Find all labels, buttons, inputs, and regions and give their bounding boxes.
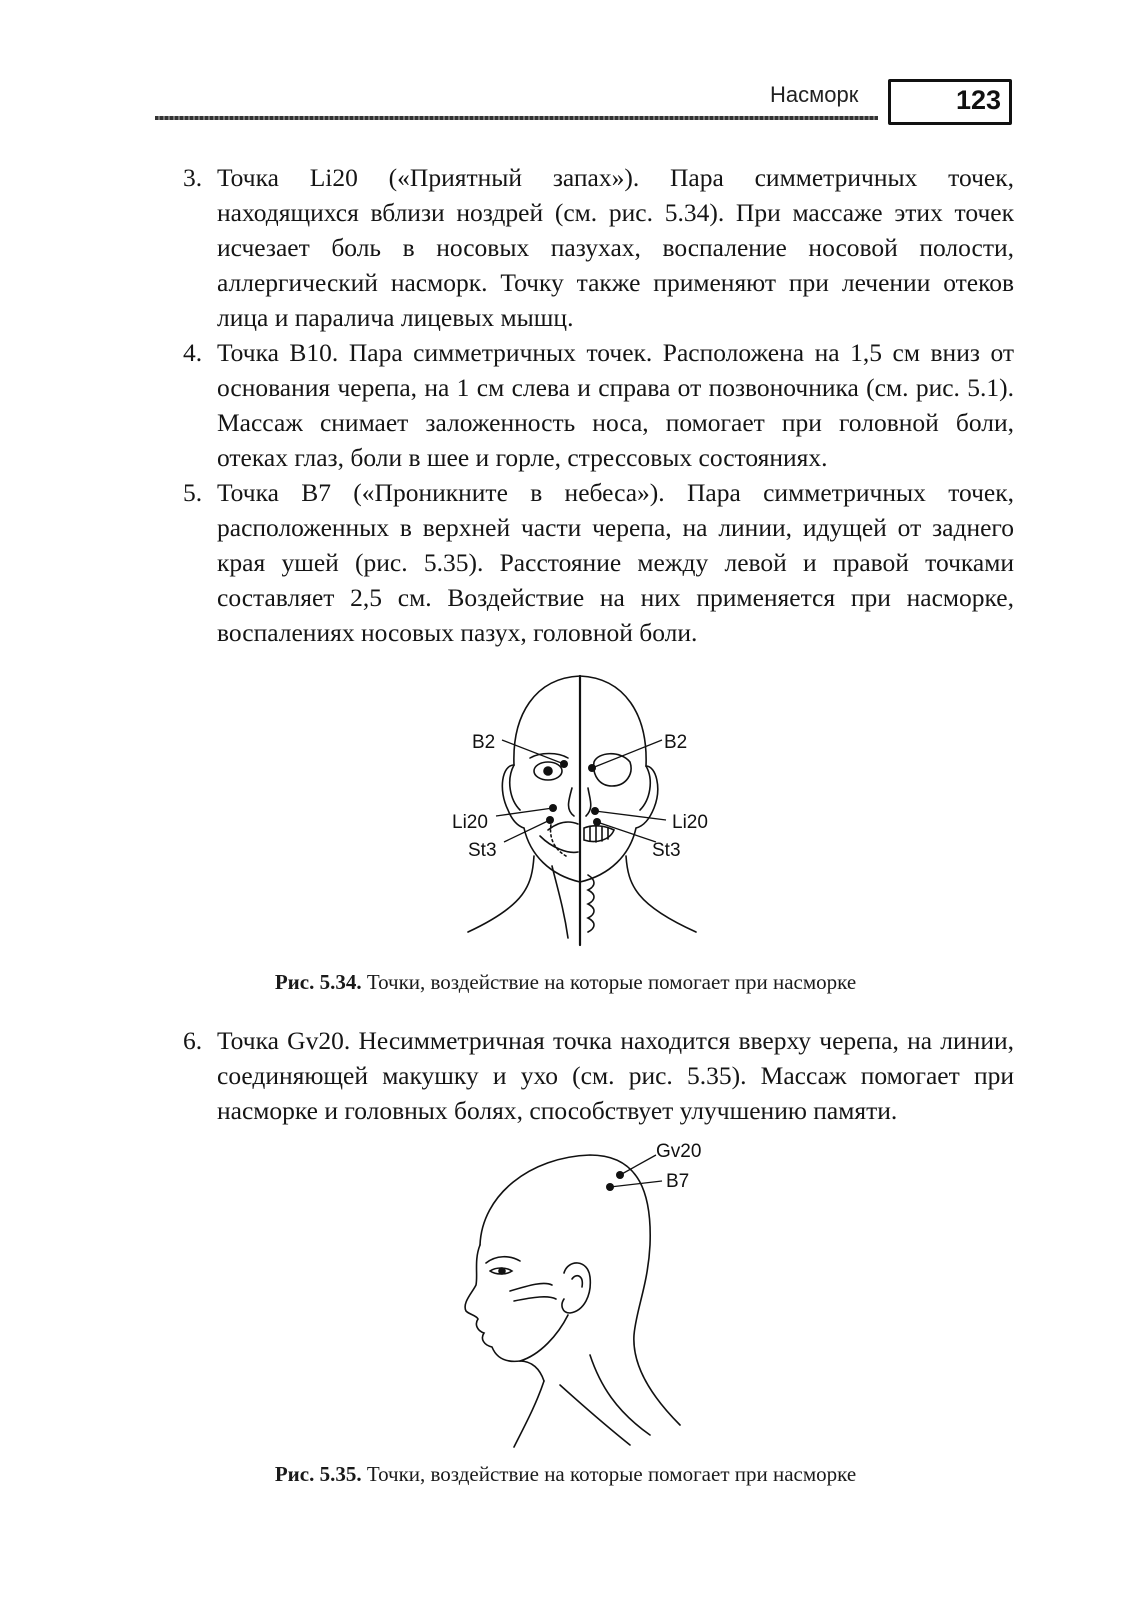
list-item-text: Точка Li20 («Приятный запах»). Пара симметричных точек, находящихся вблизи ноздрей (см. рис. 5.34). При массаже этих точек исчезает боль в носовых пазухах, воспаление носовой полости, аллергический насморк. Точку также применяют при лечении отеков лица и паралича лицевых мышц. — [217, 163, 1014, 332]
figure-caption-535 — [0, 1462, 1131, 1487]
label-st3-left: St3 — [468, 840, 497, 861]
list-item — [0, 475, 1131, 650]
caption-label: Рис. 5.34. — [274, 970, 362, 994]
list-item-number: 5. — [183, 478, 203, 507]
label-b2-left: B2 — [472, 732, 496, 753]
list-item — [0, 160, 1131, 335]
label-li20-left: Li20 — [452, 812, 488, 833]
label-st3-right: St3 — [652, 840, 681, 861]
page-number-box — [888, 79, 1012, 125]
page-number: 123 — [955, 85, 1001, 115]
list-item — [0, 1023, 1131, 1128]
list-item-number: 3. — [183, 163, 203, 192]
list-item-text: Точка B7 («Проникните в небеса»). Пара симметричных точек, расположенных в верхней части черепа, на линии, идущей от заднего края ушей (рис. 5.35). Расстояние между левой и правой точками составляет 2,5 см. Воздействие на них применяется при насморке, воспалениях носовых пазух, головной боли. — [217, 478, 1014, 647]
label-li20-right: Li20 — [672, 812, 708, 833]
figure-caption-534 — [0, 970, 1131, 995]
caption-text: Точки, воздействие на которые помогает при насморке — [366, 1462, 857, 1486]
list-item-number: 6. — [183, 1026, 203, 1055]
list-item-text: Точка B10. Пара симметричных точек. Расположена на 1,5 см вниз от основания черепа, на 1 см слева и справа от позвоночника (см. рис. 5.1). Массаж снимает заложенность носа, помогает при головной боли, отеках глаз, боли в шее и горле, стрессовых состояниях. — [217, 338, 1014, 472]
label-b7: B7 — [666, 1171, 690, 1192]
section-title: Насморк — [770, 82, 859, 107]
list-item — [0, 335, 1131, 475]
caption-label: Рис. 5.35. — [274, 1462, 362, 1486]
caption-text: Точки, воздействие на которые помогает при насморке — [366, 970, 857, 994]
list-item-text: Точка Gv20. Несимметричная точка находится вверху черепа, на линии, соединяющей макушку и ухо (см. рис. 5.35). Массаж помогает при насморке и головных болях, способствует улучшению памяти. — [217, 1026, 1014, 1125]
list-item-number: 4. — [183, 338, 203, 367]
header-rule — [155, 116, 878, 120]
numbered-list-top — [0, 160, 1131, 650]
numbered-list-bottom — [0, 1023, 1131, 1128]
figure-head-front — [440, 670, 730, 950]
label-b2-right: B2 — [664, 732, 688, 753]
figure-head-profile — [440, 1135, 740, 1453]
label-gv20: Gv20 — [656, 1141, 702, 1162]
